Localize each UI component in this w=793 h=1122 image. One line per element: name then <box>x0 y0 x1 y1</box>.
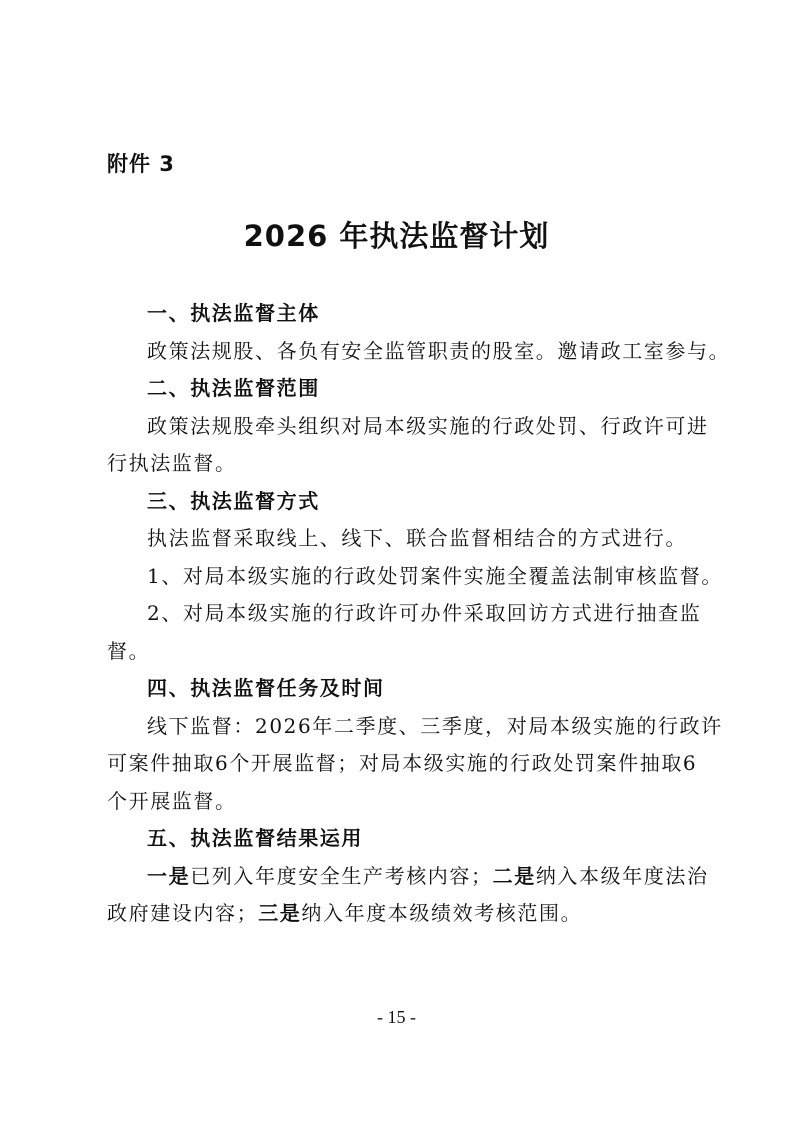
paragraph-line: 线下监督：2026年二季度、三季度，对局本级实施的行政许 <box>147 713 723 738</box>
paragraph-text: 纳入年度本级绩效考核范围。 <box>301 901 583 925</box>
paragraph-line: 政策法规股牵头组织对局本级实施的行政处罚、行政许可进 <box>147 413 709 438</box>
section-heading: 五、执法监督结果运用 <box>147 826 363 850</box>
paragraph-line: 行执法监督。 <box>107 451 237 475</box>
section-heading: 二、执法监督范围 <box>147 376 320 400</box>
emphasis-text: 三是 <box>258 901 302 925</box>
page-number: - 15 - <box>377 1007 416 1027</box>
section-heading: 三、执法监督方式 <box>147 488 320 513</box>
document-body <box>107 295 731 933</box>
paragraph-line: 1、对局本级实施的行政处罚案件实施全覆盖法制审核监督。 <box>147 563 723 588</box>
paragraph-text: 纳入本级年度法治 <box>535 863 709 888</box>
paragraph-line: 2、对局本级实施的行政许可办件采取回访方式进行抽查监 <box>147 601 702 625</box>
section-heading: 四、执法监督任务及时间 <box>147 676 385 700</box>
document-title: 2026 年执法监督计划 <box>243 219 550 253</box>
paragraph-text: 政府建设内容； <box>107 901 259 925</box>
paragraph-line <box>107 895 697 933</box>
paragraph-text: 已列入年度安全生产考核内容； <box>190 863 493 888</box>
emphasis-text: 一是 <box>147 863 191 888</box>
emphasis-text: 二是 <box>492 863 536 888</box>
paragraph-line <box>107 858 709 896</box>
section-heading: 一、执法监督主体 <box>147 301 320 325</box>
paragraph-line: 个开展监督。 <box>107 788 237 813</box>
paragraph-line: 执法监督采取线上、线下、联合监督相结合的方式进行。 <box>147 526 687 550</box>
paragraph-line: 政策法规股、各负有安全监管职责的股室。邀请政工室参与。 <box>147 338 731 363</box>
paragraph-line: 可案件抽取6个开展监督；对局本级实施的行政处罚案件抽取6 <box>107 751 698 775</box>
paragraph-line: 督。 <box>107 638 151 663</box>
attachment-label: 附件 3 <box>107 152 175 176</box>
